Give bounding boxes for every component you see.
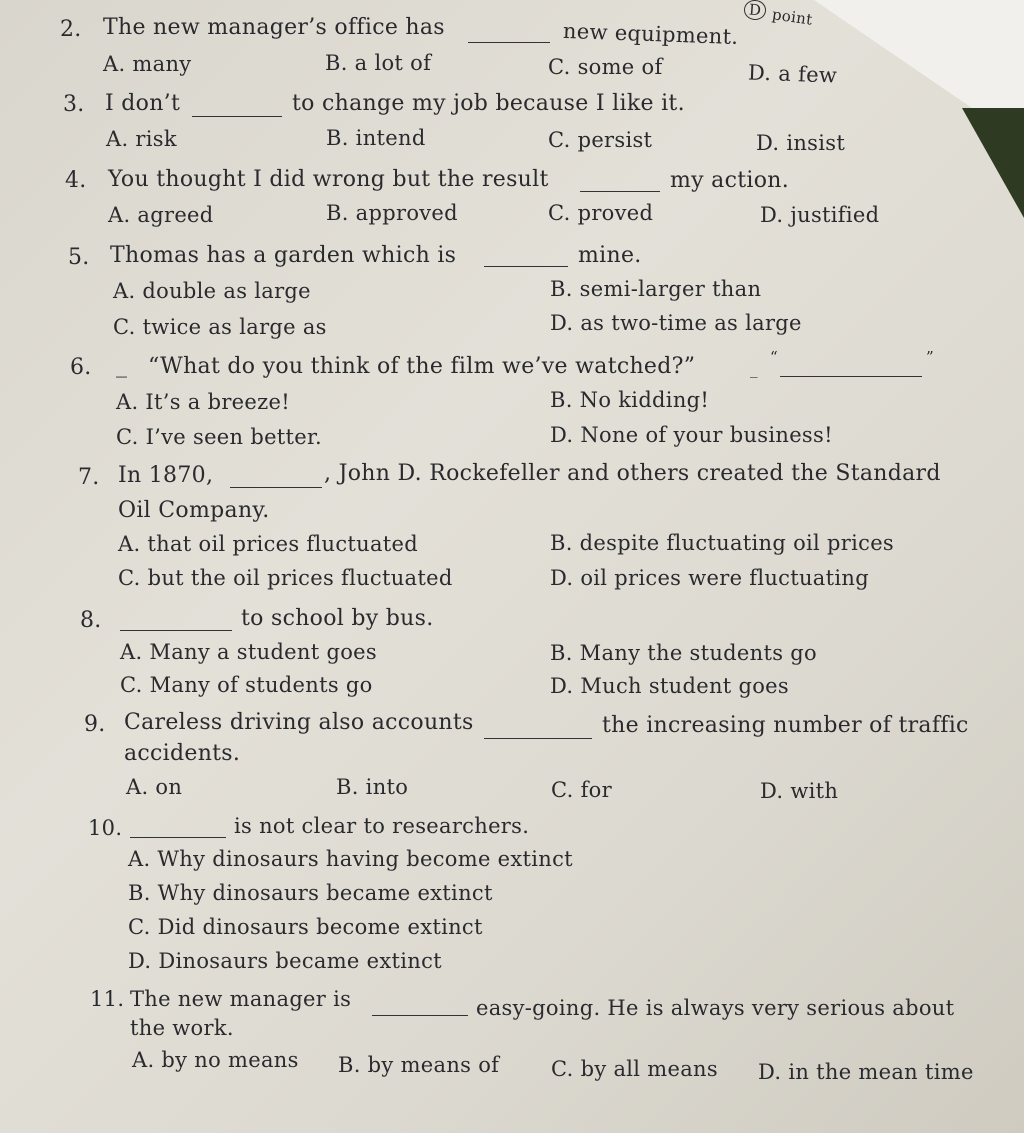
q8-option-d[interactable]: D. Much student goes [550,674,789,698]
q6-dash: _ [116,353,128,378]
q9-option-c[interactable]: C. for [551,778,612,802]
q7-blank[interactable] [230,486,322,488]
q10-option-a[interactable]: A. Why dinosaurs having become extinct [128,847,573,871]
q3-option-d[interactable]: D. insist [756,131,846,155]
q8-blank[interactable] [120,629,232,631]
q2-number: 2. [60,17,82,42]
q11-stem-end: easy-going. He is always very serious about [476,996,955,1020]
corner-note-letter: D [743,0,767,21]
q11-option-a[interactable]: A. by no means [132,1048,299,1072]
q8-stem-end: to school by bus. [241,606,434,631]
q8-number: 8. [80,608,102,633]
q4-option-b[interactable]: B. approved [326,201,458,225]
q10-option-b[interactable]: B. Why dinosaurs became extinct [128,881,493,905]
q5-stem-end: mine. [578,243,642,268]
q4-stem-end: my action. [670,168,790,193]
q7-option-b[interactable]: B. despite fluctuating oil prices [550,531,895,555]
q9-number: 9. [84,712,106,737]
q6-reply-dash: _ [750,360,758,378]
q7-option-a[interactable]: A. that oil prices fluctuated [118,532,418,556]
q2-option-a[interactable]: A. many [103,52,192,76]
q5-option-b[interactable]: B. semi-larger than [550,277,762,301]
q6-open-quote: “ [770,348,778,366]
q9-stem: Careless driving also accounts [124,710,474,735]
q3-option-b[interactable]: B. intend [326,126,426,150]
q3-stem-end: to change my job because I like it. [292,91,685,116]
q6-option-a[interactable]: A. It’s a breeze! [116,390,290,414]
corner-note-text: point [770,5,814,29]
q4-option-c[interactable]: C. proved [548,201,654,225]
q2-stem: The new manager’s office has [103,15,445,40]
q4-option-d[interactable]: D. justified [760,203,880,227]
q2-option-b[interactable]: B. a lot of [325,51,432,75]
q10-stem-end: is not clear to researchers. [234,814,530,838]
q5-stem: Thomas has a garden which is [110,243,457,268]
q9-stem-line2: accidents. [124,741,241,766]
q10-blank[interactable] [130,836,226,838]
q2-option-c[interactable]: C. some of [548,55,663,79]
q6-option-d[interactable]: D. None of your business! [550,423,833,447]
q6-option-c[interactable]: C. I’ve seen better. [116,425,323,449]
q11-stem-line2: the work. [130,1016,234,1040]
q11-number: 11. [90,987,125,1011]
q2-stem-end: new equipment. [562,18,739,50]
q9-blank[interactable] [484,737,592,739]
q7-stem-line2: Oil Company. [118,498,270,523]
q3-number: 3. [63,92,85,117]
q8-option-b[interactable]: B. Many the students go [550,641,817,665]
q4-number: 4. [65,168,87,193]
q5-number: 5. [68,245,90,270]
q11-option-c[interactable]: C. by all means [551,1057,718,1081]
q4-stem: You thought I did wrong but the result [108,167,549,192]
q3-option-a[interactable]: A. risk [106,127,177,151]
q3-stem: I don’t [105,91,181,116]
q11-option-b[interactable]: B. by means of [338,1053,500,1077]
q9-option-d[interactable]: D. with [760,779,839,803]
q9-stem-end: the increasing number of traffic [602,713,969,738]
q6-blank[interactable] [780,375,922,377]
q2-option-d[interactable]: D. a few [747,60,838,88]
q6-option-b[interactable]: B. No kidding! [550,388,710,412]
q11-option-d[interactable]: D. in the mean time [758,1060,974,1084]
q6-stem: “What do you think of the film we’ve watched?” [148,354,696,379]
q7-option-c[interactable]: C. but the oil prices fluctuated [118,566,453,590]
q5-option-d[interactable]: D. as two-time as large [550,311,802,335]
q5-blank[interactable] [484,265,568,267]
q11-stem: The new manager is [130,987,352,1011]
q10-option-d[interactable]: D. Dinosaurs became extinct [128,949,442,973]
q5-option-a[interactable]: A. double as large [113,279,311,303]
q8-option-a[interactable]: A. Many a student goes [120,640,377,664]
q8-option-c[interactable]: C. Many of students go [120,673,373,697]
q2-blank[interactable] [468,41,550,43]
q9-option-b[interactable]: B. into [336,775,409,799]
q9-option-a[interactable]: A. on [126,775,183,799]
q7-number: 7. [78,465,100,490]
q4-blank[interactable] [580,190,660,192]
q7-option-d[interactable]: D. oil prices were fluctuating [550,566,869,590]
q3-blank[interactable] [192,115,282,117]
q11-blank[interactable] [372,1014,468,1016]
q6-number: 6. [70,355,92,380]
q6-close-quote: ” [926,348,934,366]
q7-stem-end: , John D. Rockefeller and others created the Standard [324,461,941,486]
q5-option-c[interactable]: C. twice as large as [113,315,327,339]
q10-option-c[interactable]: C. Did dinosaurs become extinct [128,915,483,939]
q3-option-c[interactable]: C. persist [548,128,653,152]
q4-option-a[interactable]: A. agreed [108,203,214,227]
q7-stem: In 1870, [118,463,214,488]
q10-number: 10. [88,816,123,840]
